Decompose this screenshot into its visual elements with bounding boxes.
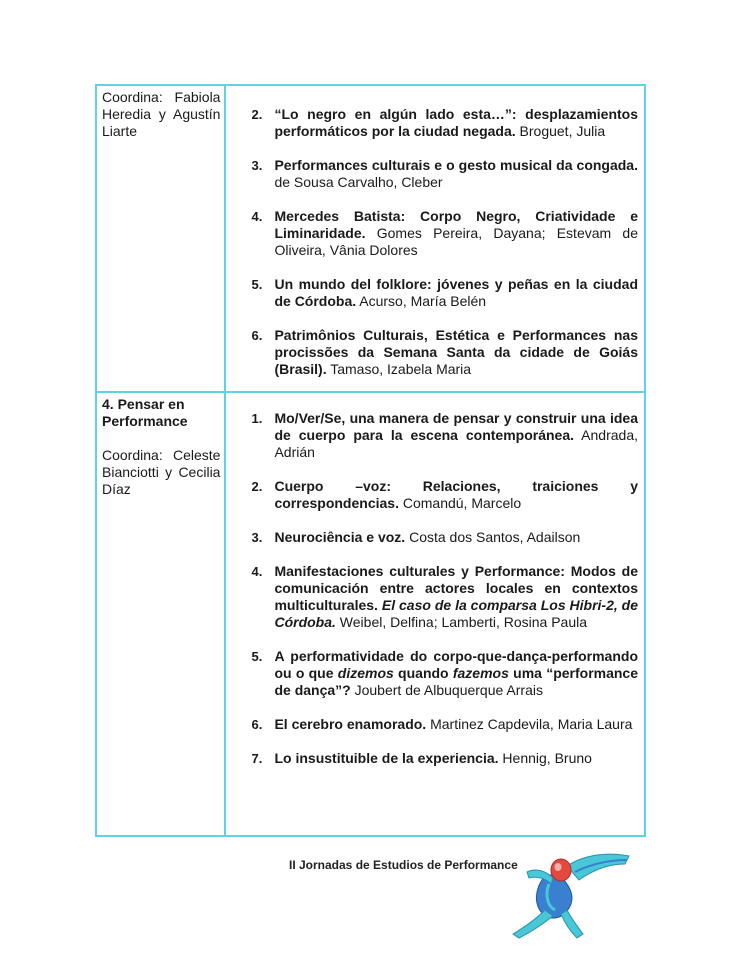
item-number: 7. [251, 751, 263, 766]
item-number: 2. [251, 479, 263, 494]
item-number: 4. [251, 209, 263, 224]
item-number: 3. [251, 158, 263, 173]
paper-title: Patrimônios Culturais, Estética e Performances nas procissões da Semana Santa da cidade de Goiás (Brasil). [274, 327, 638, 377]
paper-title: Cuerpo –voz: Relaciones, traiciones y correspondencias. [274, 478, 638, 511]
papers-cell [225, 85, 645, 392]
list-item [226, 716, 638, 733]
paper-title: Performances culturais e o gesto musical da congada. [274, 157, 638, 173]
paper-authors: de Sousa Carvalho, Cleber [274, 174, 443, 190]
paper-authors: Acurso, María Belén [356, 293, 487, 309]
item-number: 1. [251, 411, 263, 426]
paper-authors: Joubert de Albuquerque Arrais [350, 682, 543, 698]
paper-title: “Lo negro en algún lado esta…”: desplazamientos performáticos por la ciudad negada. [274, 106, 638, 139]
paper-authors: Andrada, Adrián [274, 427, 638, 460]
flying-figure-logo-icon [505, 848, 635, 940]
paper-title-italic: El caso de la comparsa Los Hibri-2, de Córdoba. [274, 597, 638, 630]
list-item [226, 410, 638, 461]
paper-title: Un mundo del folklore: jóvenes y peñas en la ciudad de Córdoba. [274, 276, 638, 309]
footer-event-title: II Jornadas de Estudios de Performance [289, 858, 518, 872]
papers-list [226, 106, 638, 378]
paper-authors: Hennig, Bruno [498, 750, 592, 766]
paper-title-part: uma “performance de dança”? [274, 665, 638, 698]
item-number: 3. [251, 530, 263, 545]
paper-title: Neurociência e voz. [274, 529, 406, 545]
paper-authors: Broguet, Julia [515, 123, 606, 139]
list-item [226, 648, 638, 699]
list-item [226, 327, 638, 378]
list-item [226, 106, 638, 140]
program-table [95, 84, 646, 837]
paper-title-part: A performatividade do corpo-que-dança-performando ou o que [274, 648, 638, 681]
list-item [226, 563, 638, 631]
paper-title: El cerebro enamorado. [274, 716, 427, 732]
paper-title-part: quando [393, 665, 453, 681]
coordinator-text: Coordina: Fabiola Heredia y Agustín Liarte [102, 89, 221, 139]
list-item [226, 478, 638, 512]
list-item [226, 276, 638, 310]
item-number: 2. [251, 107, 263, 122]
list-item [226, 157, 638, 191]
paper-authors: Tamaso, Izabela Maria [326, 361, 472, 377]
paper-authors: Comandú, Marcelo [398, 495, 522, 511]
item-number: 5. [251, 649, 263, 664]
item-number: 6. [251, 717, 263, 732]
paper-title-emphasis: fazemos [452, 665, 509, 681]
paper-authors: Martinez Capdevila, Maria Laura [426, 716, 633, 732]
item-number: 6. [251, 328, 263, 343]
session-info-cell [96, 85, 225, 392]
section-heading: 4. Pensar en Performance [102, 396, 188, 429]
paper-authors: Gomes Pereira, Dayana; Estevam de Oliveira, Vânia Dolores [274, 225, 638, 258]
papers-list [226, 410, 638, 767]
session-info-cell [96, 392, 225, 836]
paper-title-emphasis: dizemos [337, 665, 394, 681]
table-row [96, 392, 645, 836]
paper-authors: Costa dos Santos, Adailson [405, 529, 581, 545]
list-item [226, 208, 638, 259]
paper-title: Mo/Ver/Se, una manera de pensar y construir una idea de cuerpo para la escena contemporánea. [274, 410, 638, 443]
item-number: 4. [251, 564, 263, 579]
paper-title: Mercedes Batista: Corpo Negro, Criatividade e Liminaridade. [274, 208, 638, 241]
paper-title: Lo insustituible de la experiencia. [274, 750, 499, 766]
item-number: 5. [251, 277, 263, 292]
paper-title: Manifestaciones culturales y Performance: Modos de comunicación entre actores locales en contextos multiculturales. [274, 563, 638, 613]
coordinator-text: Coordina: Celeste Bianciotti y Cecilia Díaz [102, 447, 221, 497]
list-item [226, 750, 638, 767]
list-item [226, 529, 638, 546]
papers-cell [225, 392, 645, 836]
table-row [96, 85, 645, 392]
paper-authors: Weibel, Delfina; Lamberti, Rosina Paula [335, 614, 588, 630]
